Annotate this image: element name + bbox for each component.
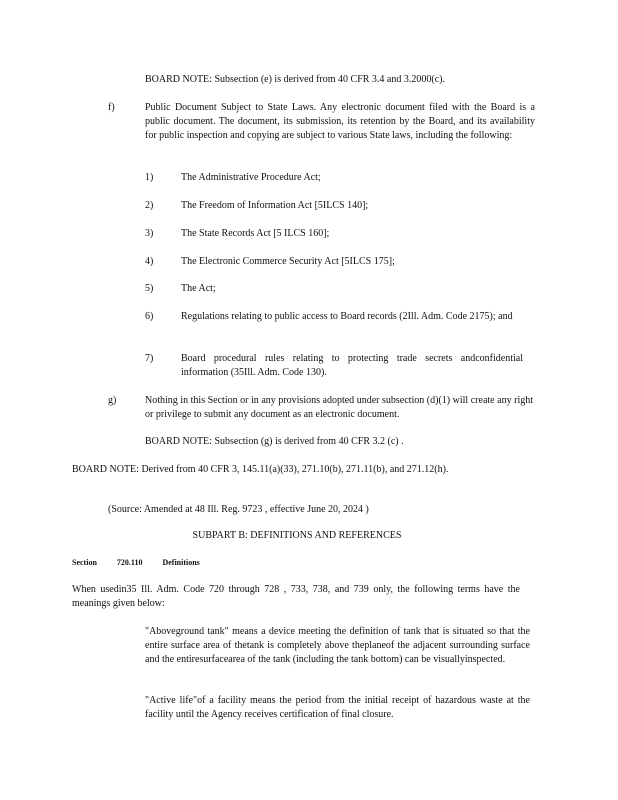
- definition-aboveground-tank: "Aboveground tank" means a device meeting the definition of tank that is situated so that the entire surface area of thetank is completely above theplaneof the adjacent surrounding surface and the entiresurfacearea of the tank (including the tank bottom) can be visuallyinspected.: [145, 626, 530, 665]
- list-item-text: Board procedural rules relating to protecting trade secrets andconfidential information (35Ill. Adm. Code 130).: [181, 353, 523, 378]
- list-item-text: The Administrative Procedure Act;: [181, 172, 321, 183]
- source-note: (Source: Amended at 48 Ill. Reg. 9723 , effective June 20, 2024 ): [108, 504, 369, 515]
- item-g-label: g): [108, 395, 117, 406]
- definitions-intro: When usedin35 Ill. Adm. Code 720 through 728 , 733, 738, and 739 only, the following terms have the meanings given below:: [72, 584, 520, 609]
- list-item-number: 3): [145, 228, 154, 239]
- item-f-text: Public Document Subject to State Laws. Any electronic document filed with the Board is a public document. The document, its submission, its retention by the Board, and its availability for public inspection and copying are subject to various State laws, including the following:: [145, 102, 535, 141]
- list-item-number: 5): [145, 283, 154, 294]
- item-f-label: f): [108, 102, 115, 113]
- list-item-text: The Freedom of Information Act [5ILCS 140];: [181, 200, 369, 211]
- list-item-text: The State Records Act [5 ILCS 160];: [181, 228, 330, 239]
- list-item-text: The Act;: [181, 283, 216, 294]
- list-item-number: 1): [145, 172, 154, 183]
- subpart-heading: SUBPART B: DEFINITIONS AND REFERENCES: [192, 530, 402, 541]
- section-label: Section: [72, 558, 97, 567]
- list-item-text: Regulations relating to public access to Board records (2Ill. Adm. Code 2175); and: [181, 311, 513, 322]
- list-item-number: 6): [145, 311, 154, 322]
- item-g-text: Nothing in this Section or in any provisions adopted under subsection (d)(1) will create any right or privilege to submit any document as an electronic document.: [145, 395, 533, 420]
- definition-active-life: "Active life"of a facility means the period from the initial receipt of hazardous waste at the facility until the Agency receives certification of final closure.: [145, 695, 530, 720]
- list-item-text: The Electronic Commerce Security Act [5ILCS 175];: [181, 256, 395, 267]
- board-note-e: BOARD NOTE: Subsection (e) is derived from 40 CFR 3.4 and 3.2000(c).: [145, 74, 445, 85]
- board-note-derived: BOARD NOTE: Derived from 40 CFR 3, 145.11(a)(33), 271.10(b), 271.11(b), and 271.12(h).: [72, 464, 449, 475]
- list-item-number: 2): [145, 200, 154, 211]
- section-heading: [72, 556, 372, 570]
- section-title: Definitions: [162, 558, 200, 567]
- board-note-g: BOARD NOTE: Subsection (g) is derived from 40 CFR 3.2 (c) .: [145, 436, 404, 447]
- section-number: 720.110: [116, 558, 143, 567]
- list-item-number: 4): [145, 256, 154, 267]
- list-item-number: 7): [145, 353, 154, 364]
